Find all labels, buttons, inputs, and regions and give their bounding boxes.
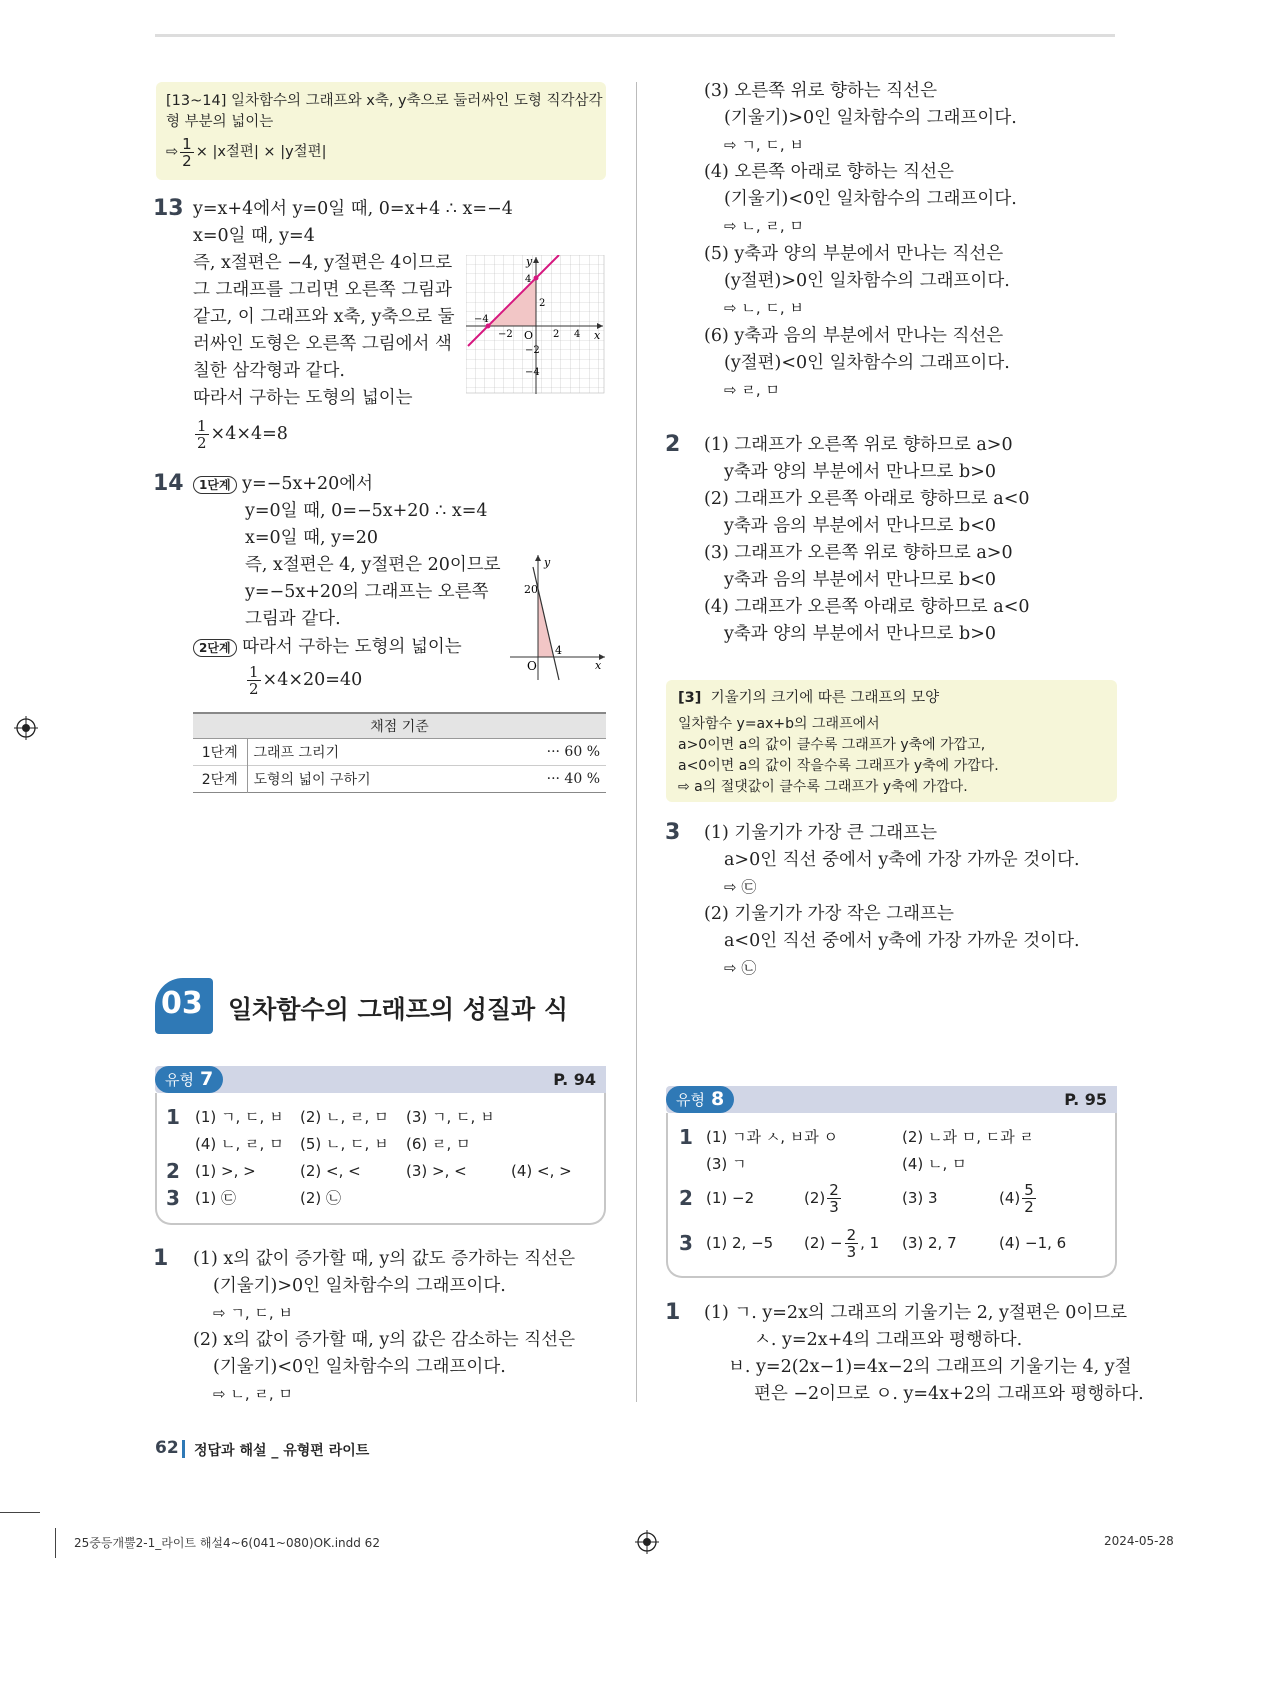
exp-line: (2) 그래프가 오른쪽 아래로 향하므로 a<0 [704,489,1030,509]
page-ref: P. 94 [553,1070,596,1089]
print-file-info: 25중등개뿔2-1_라이트 해설4~6(041~080)OK.indd 62 [74,1536,380,1550]
exp-line: ⇨ ㄱ, ㄷ, ㅂ [213,1304,293,1322]
tip-formula: ⇨ $\frac{1}{2}$ × |x절편| × |y절편| [166,134,327,170]
exp-line: y축과 양의 부분에서 만나므로 b>0 [724,624,996,644]
q14-line: 그림과 같다. [245,609,341,629]
top-rule [155,34,1115,37]
exp-line: (기울기)>0인 일차함수의 그래프이다. [724,108,1017,128]
answer: (3) ㄱ [706,1155,747,1173]
q13-line: x=0일 때, y=4 [193,226,315,246]
grading-step: 2단계 [193,765,247,792]
q13-line: 같고, 이 그래프와 x축, y축으로 둘 [193,307,455,327]
exp-line: (3) 그래프가 오른쪽 위로 향하므로 a>0 [704,543,1013,563]
exp-line: (1) 그래프가 오른쪽 위로 향하므로 a>0 [704,435,1013,455]
grading-step: 1단계 [193,738,247,765]
exp-line: (기울기)>0인 일차함수의 그래프이다. [213,1276,506,1296]
q13-line: 따라서 구하는 도형의 넓이는 [193,388,413,408]
exp-line: (y절편)>0인 일차함수의 그래프이다. [724,271,1010,291]
tip-box-3 [666,680,1117,802]
registration-mark-icon [14,716,38,740]
answer-num: 2 [166,1159,180,1183]
axis-label-x: x [595,659,602,672]
tip-line: [13~14] 일차함수의 그래프와 x축, y축으로 둘러싸인 도형 직각삼각 [166,93,603,109]
q14-line: x=0일 때, y=20 [245,528,378,548]
exp-line: (4) 그래프가 오른쪽 아래로 향하므로 a<0 [704,597,1030,617]
footer-divider [182,1440,185,1458]
answer: (4) <, > [511,1162,572,1180]
exp-line: (6) y축과 음의 부분에서 만나는 직선은 [704,326,1004,346]
section-number-badge: 03 [155,978,213,1034]
answer: (4) ㄴ, ㅁ [902,1155,967,1173]
registration-mark-icon [635,1530,659,1554]
answer: (1) −2 [706,1189,755,1207]
step-badge: 1단계 [193,476,237,494]
q14-line: y=−5x+20의 그래프는 오른쪽 [245,582,489,602]
exp-line: ⇨ ㄴ, ㄷ, ㅂ [724,299,804,317]
grading-title: 채점 기준 [193,713,606,738]
answer: (1) ㄱ과 ㅅ, ㅂ과 ㅇ [706,1128,839,1146]
tip-line: ⇨ a의 절댓값이 클수록 그래프가 y축에 가깝다. [678,779,968,795]
answer: (3) ㄱ, ㄷ, ㅂ [406,1108,495,1126]
q14-line-7: 2단계 따라서 구하는 도형의 넓이는 [193,636,462,658]
exp-line: (1) ㄱ. y=2x의 그래프의 기울기는 2, y절편은 0이므로 [704,1303,1128,1323]
crop-mark [0,1512,40,1513]
answer: (4) −1, 6 [999,1234,1067,1252]
page-number: 62 [155,1438,179,1458]
answer: (4) ㄴ, ㄹ, ㅁ [195,1135,284,1153]
exp-line: ⇨ ㄱ, ㄷ, ㅂ [724,136,804,154]
grading-pct: ··· 60 % [546,743,600,760]
exp-line: ⇨ ㉢ [724,878,757,896]
exp-line: y축과 음의 부분에서 만나므로 b<0 [724,570,996,590]
axis-label-x: x [594,329,601,342]
q13-line: 칠한 삼각형과 같다. [193,361,345,381]
axis-label-y: y [526,255,533,268]
column-divider [636,82,637,1402]
tip-title: [3] 기울기의 크기에 따른 그래프의 모양 [678,690,940,706]
exp-line: (2) 기울기가 가장 작은 그래프는 [704,904,954,924]
exp-line: ⇨ ㄴ, ㄹ, ㅁ [724,217,804,235]
origin-label: O [524,329,534,342]
q13-line: y=x+4에서 y=0일 때, 0=x+4 ∴ x=−4 [193,199,513,219]
q13-result: $\frac{1}{2}$ ×4×4=8 [197,417,288,452]
exp-line: y축과 양의 부분에서 만나므로 b>0 [724,462,996,482]
tip-line: 일차함수 y=ax+b의 그래프에서 [678,716,880,732]
answer-num: 1 [166,1105,180,1129]
print-date: 2024-05-28 [1104,1534,1174,1548]
grading-desc: 도형의 넓이 구하기 [253,771,371,788]
answer: (6) ㄹ, ㅁ [406,1135,471,1153]
grading-table [193,712,606,793]
answer: (2) ㄴ과 ㅁ, ㄷ과 ㄹ [902,1128,1035,1146]
answer: (3) >, < [406,1162,467,1180]
exp-line: (4) 오른쪽 아래로 향하는 직선은 [704,162,954,182]
answer: (1) >, > [195,1162,256,1180]
tick: 4 [525,274,532,285]
tick: 2 [553,329,560,340]
q13-line: 러싸인 도형은 오른쪽 그림에서 색 [193,334,452,354]
tip-box-13-14 [156,82,606,180]
q14-line-1: 1단계 y=−5x+20에서 [193,473,373,495]
answer: (1) 2, −5 [706,1234,774,1252]
answer-num: 3 [679,1231,693,1255]
tick: 2 [539,298,546,309]
tick: 20 [524,583,538,596]
tick: 4 [555,644,562,657]
exp-line: (1) 기울기가 가장 큰 그래프는 [704,823,937,843]
q13-line: 즉, x절편은 −4, y절편은 4이므로 [193,253,453,273]
q14-result: $\frac{1}{2}$ ×4×20=40 [249,663,363,698]
section-title: 일차함수의 그래프의 성질과 식 [228,995,569,1024]
exp-line: (2) x의 값이 증가할 때, y의 값은 감소하는 직선은 [193,1330,575,1350]
answer: (2) $\frac{2}{3}$ [804,1181,839,1216]
axis-label-y: y [544,556,551,569]
exp-line: ⇨ ㄴ, ㄹ, ㅁ [213,1385,293,1403]
answer: (2) ㉡ [300,1189,342,1207]
exp-line: (기울기)<0인 일차함수의 그래프이다. [213,1357,506,1377]
exp-line: ⇨ ㉡ [724,959,757,977]
answer: (2) ㄴ, ㄹ, ㅁ [300,1108,389,1126]
arrow: ⇨ [166,144,179,160]
q13-graph [466,255,606,395]
answer: (3) 3 [902,1189,938,1207]
answer-num: 1 [679,1125,693,1149]
q13-line: 그 그래프를 그리면 오른쪽 그림과 [193,280,452,300]
answer-num: 3 [166,1186,180,1210]
answer: (5) ㄴ, ㄷ, ㅂ [300,1135,389,1153]
step-badge: 2단계 [193,639,237,657]
answer: (3) 2, 7 [902,1234,957,1252]
tick: −4 [474,314,489,325]
page-ref: P. 95 [1064,1090,1107,1109]
exp-line: (y절편)<0인 일차함수의 그래프이다. [724,353,1010,373]
tick: −2 [498,329,513,340]
exp-line: (1) x의 값이 증가할 때, y의 값도 증가하는 직선은 [193,1249,575,1269]
question-number: 2 [665,432,681,457]
answer: (2) − $\frac{2}{3}$ , 1 [804,1226,880,1261]
tip-line: a<0이면 a의 값이 작을수록 그래프가 y축에 가깝다. [678,758,999,774]
answer: (4) $\frac{5}{2}$ [999,1181,1034,1216]
crop-mark [55,1528,56,1558]
exp-line: (기울기)<0인 일차함수의 그래프이다. [724,189,1017,209]
answer-num: 2 [679,1186,693,1210]
tick: −4 [525,367,540,378]
tip-line: a>0이면 a의 값이 클수록 그래프가 y축에 가깝고, [678,737,986,753]
q14-line: 즉, x절편은 4, y절편은 20이므로 [245,555,501,575]
q14-line: y=0일 때, 0=−5x+20 ∴ x=4 [245,501,488,521]
question-number: 3 [665,820,681,845]
grading-pct: ··· 40 % [546,770,600,787]
origin-label: O [527,659,537,673]
answer: (1) ㉢ [195,1189,237,1207]
exp-line: y축과 음의 부분에서 만나므로 b<0 [724,516,996,536]
exp-line: a>0인 직선 중에서 y축에 가장 가까운 것이다. [724,850,1080,870]
type-banner-7: 유형 7 P. 94 [155,1066,606,1093]
exp-line: ㅅ. y=2x+4의 그래프와 평행하다. [754,1330,1023,1350]
footer-title: 정답과 해설 _ 유형편 라이트 [194,1443,370,1459]
tick: 4 [574,329,581,340]
q14-graph [508,552,608,682]
question-number: 1 [665,1300,681,1325]
exp-line: ⇨ ㄹ, ㅁ [724,381,780,399]
tick: −2 [525,345,540,356]
type-banner-8: 유형 8 P. 95 [666,1086,1117,1113]
exp-line: ㅂ. y=2(2x−1)=4x−2의 그래프의 기울기는 4, y절 [728,1357,1132,1377]
exp-line: (3) 오른쪽 위로 향하는 직선은 [704,81,937,101]
exp-line: 편은 −2이므로 ㅇ. y=4x+2의 그래프와 평행하다. [754,1384,1144,1404]
question-number: 14 [153,471,184,496]
question-number: 1 [153,1246,169,1271]
question-number: 13 [153,196,184,221]
answer: (2) <, < [300,1162,361,1180]
exp-line: (5) y축과 양의 부분에서 만나는 직선은 [704,244,1004,264]
answer: (1) ㄱ, ㄷ, ㅂ [195,1108,284,1126]
tip-line: 형 부분의 넓이는 [166,114,274,130]
grading-desc: 그래프 그리기 [253,744,340,761]
exp-line: a<0인 직선 중에서 y축에 가장 가까운 것이다. [724,931,1080,951]
